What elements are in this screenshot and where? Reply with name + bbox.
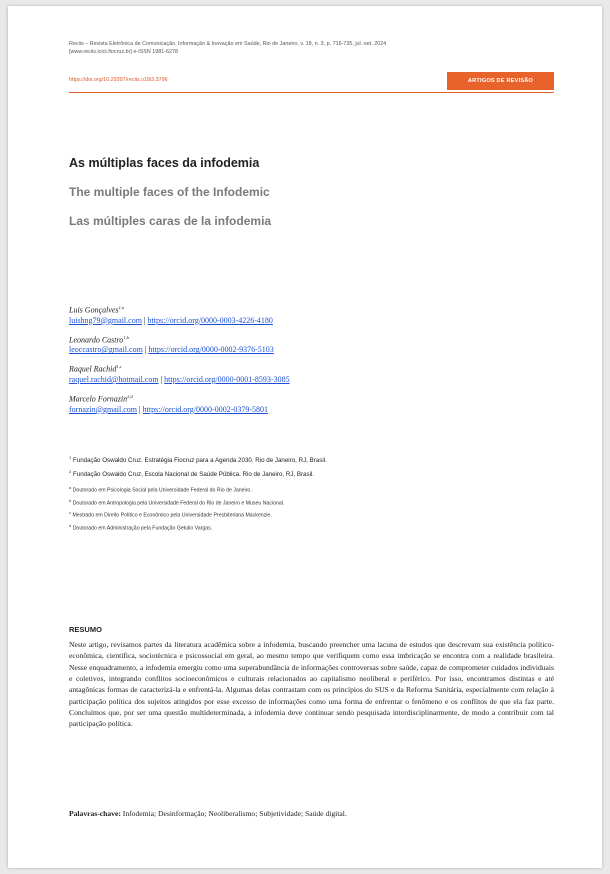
author-list <box>69 302 290 421</box>
link-separator: | <box>160 374 163 384</box>
author-orcid-link[interactable]: https://orcid.org/0000-0001-8593-3085 <box>164 374 290 384</box>
journal-line-1: Reciis – Revista Eletrônica de Comunicação, Informação & Inovação em Saúde, Rio de Janeiro, v. 18, n. 3, p. 716-735, jul.-set. 2024 <box>69 41 387 47</box>
affiliation-item: $^2$ Fundação Oswaldo Cruz, Escola Nacional de Saúde Pública. Rio de Janeiro, RJ, Brasil. <box>69 469 315 479</box>
section-badge: ARTIGOS DE REVISÃO <box>447 72 554 90</box>
journal-citation <box>69 40 569 56</box>
author-entry <box>69 332 290 356</box>
author-entry <box>69 361 290 385</box>
keywords-value: Infodemia; Desinformação; Neoliberalismo; Subjetividade; Saúde digital. <box>122 809 347 818</box>
link-separator: | <box>143 315 146 325</box>
abstract-text: Neste artigo, revisamos partes da literatura acadêmica sobre a infodemia, buscando preencher uma lacuna de estudos que descrevam sua existência político-econômica, científica, sociotécnica e psicossocial em geral, ao mesmo tempo que verifiquem como essa imbricação se encontra com a realidade brasileira. Nesse enquadramento, a infodemia emergiu como uma superabundância de informações controversas sobre saúde, capaz de comprometer cuidados individuais e coletivos, integrando conflitos socioeconômicos e culturais relacionados ao capitalismo neoliberal e periférico. Por isso, encontramos distintas e até antagônicas formas de caracterizá-la e enfrentá-la. Algumas delas contrastam com os princípios do SUS e da Reforma Sanitária, especialmente com relação à participação política dos sujeitos atingidos por esse excesso de informações como uma forma de enfrentar o fenômeno e os conflitos de que ela faz parte. Concluímos que, por ser uma questão multideterminada, a infodemia deve continuar sendo pesquisada interdisciplinarmente, de modo a contribuir com tal participação política. <box>69 640 554 729</box>
doi-link[interactable]: https://doi.org/10.29397/reciis.v18i3.3796 <box>69 77 168 83</box>
article-page <box>8 6 602 868</box>
author-name: Luis Gonçalves$^{1,a}$ <box>69 305 125 315</box>
author-name: Raquel Rachid$^{1,c}$ <box>69 364 122 374</box>
journal-line-2: [www.reciis.icict.fiocruz.br] e-ISSN 1981-6278 <box>69 49 179 55</box>
degree-note: $^a$ Doutorado em Psicologia Social pela Universidade Federal do Rio de Janeiro. <box>69 485 252 494</box>
author-name: Leonardo Castro$^{1,b}$ <box>69 334 129 345</box>
abstract-heading: RESUMO <box>69 625 102 634</box>
affiliations <box>69 452 327 480</box>
degree-note: $^b$ Doutorado em Antropologia pela Universidade Federal do Rio de Janeiro e Museu Nacional. <box>69 497 285 507</box>
title-spanish: Las múltiples caras de la infodemia <box>69 214 272 228</box>
author-orcid-link[interactable]: https://orcid.org/0000-0003-4226-4180 <box>147 315 273 325</box>
header-divider <box>69 92 554 93</box>
degree-note: $^d$ Doutorado em Administração pela Fundação Getulio Vargas. <box>69 523 213 532</box>
author-name: Marcelo Fornazin$^{2,d}$ <box>69 393 133 404</box>
degree-note: $^c$ Mestrado em Direito Político e Econômico pela Universidade Presbiteriana Mackenzie. <box>69 510 272 520</box>
author-orcid-link[interactable]: https://orcid.org/0000-0002-0379-5801 <box>142 404 269 414</box>
author-email-link[interactable]: luishng79@gmail.com <box>69 315 142 325</box>
keywords-label: Palavras-chave: <box>69 809 121 818</box>
author-email-link[interactable]: leoccastro@gmail.com <box>69 345 143 355</box>
author-entry <box>69 302 290 326</box>
author-email-link[interactable]: raquel.rachid@hotmail.com <box>69 374 159 384</box>
degree-notes <box>69 483 284 534</box>
link-separator: | <box>144 345 147 355</box>
author-email-link[interactable]: fornazin@gmail.com <box>69 404 138 414</box>
title-english: The multiple faces of the Infodemic <box>69 185 270 199</box>
author-orcid-link[interactable]: https://orcid.org/0000-0002-9376-5103 <box>148 345 274 355</box>
title-portuguese: As múltiplas faces da infodemia <box>69 156 260 170</box>
keywords-line <box>69 809 554 818</box>
link-separator: | <box>139 404 141 414</box>
affiliation-item: $^1$ Fundação Oswaldo Cruz. Estratégia Fiocruz para a Agenda 2030. Rio de Janeiro, RJ, Brasil. <box>69 455 327 465</box>
author-entry <box>69 391 290 415</box>
